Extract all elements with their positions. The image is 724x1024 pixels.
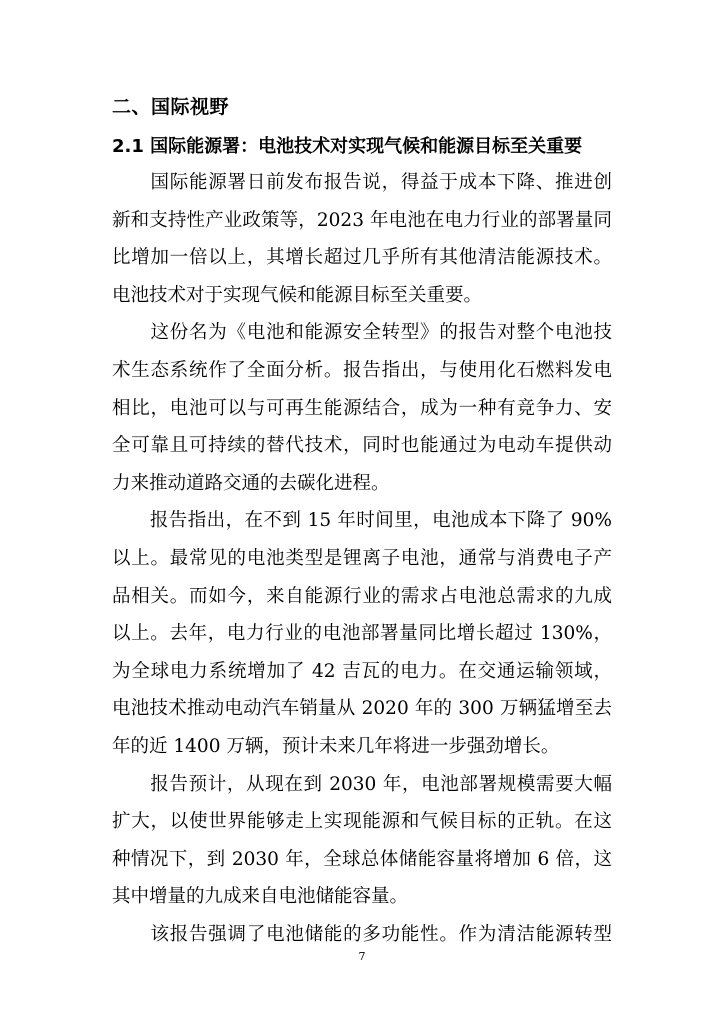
- text-line: 以上。最常见的电池类型是锂离子电池，通常与消费电子产: [112, 547, 612, 569]
- text-line: 全可靠且可持续的替代技术，同时也能通过为电动车提供动: [112, 435, 612, 457]
- text-line: 新和支持性产业政策等，2023 年电池在电力行业的部署量同: [112, 209, 612, 231]
- text-line: 其中增量的九成来自电池储能容量。: [112, 886, 409, 908]
- page-number: 7: [358, 950, 366, 963]
- body-text: [112, 164, 612, 953]
- text-line: 术生态系统作了全面分析。报告指出，与使用化石燃料发电: [112, 359, 612, 381]
- text-line: 年的近 1400 万辆，预计未来几年将进一步强劲增长。: [112, 735, 560, 757]
- text-line: 国际能源署日前发布报告说，得益于成本下降、推进创: [112, 172, 612, 193]
- text-line: 相比，电池可以与可再生能源结合，成为一种有竞争力、安: [112, 397, 612, 419]
- text-line: 报告指出，在不到 15 年时间里，电池成本下降了 90%: [112, 510, 612, 532]
- text-line: 力来推动道路交通的去碳化进程。: [112, 472, 390, 494]
- text-line: 扩大，以使世界能够走上实现能源和气候目标的正轨。在这: [112, 811, 612, 833]
- text-line: 比增加一倍以上，其增长超过几乎所有其他清洁能源技术。: [112, 247, 612, 269]
- section-title: 二、国际视野: [112, 96, 230, 118]
- text-line: 以上。去年，电力行业的电池部署量同比增长超过 130%，: [112, 623, 612, 645]
- text-line: 电池技术推动电动汽车销量从 2020 年的 300 万辆猛增至去: [112, 698, 612, 720]
- text-line: 种情况下，到 2030 年，全球总体储能容量将增加 6 倍，这: [112, 848, 612, 870]
- text-line: 品相关。而如今，来自能源行业的需求占电池总需求的九成: [112, 585, 612, 607]
- text-line: 为全球电力系统增加了 42 吉瓦的电力。在交通运输领域，: [112, 660, 612, 682]
- text-line: 电池技术对于实现气候和能源目标至关重要。: [112, 284, 483, 306]
- text-line: 该报告强调了电池储能的多功能性。作为清洁能源转型: [112, 923, 612, 945]
- subsection-title: 2.1 国际能源署：电池技术对实现气候和能源目标至关重要: [112, 136, 583, 157]
- text-line: 报告预计，从现在到 2030 年，电池部署规模需要大幅: [112, 773, 612, 795]
- text-line: 这份名为《电池和能源安全转型》的报告对整个电池技: [112, 322, 612, 344]
